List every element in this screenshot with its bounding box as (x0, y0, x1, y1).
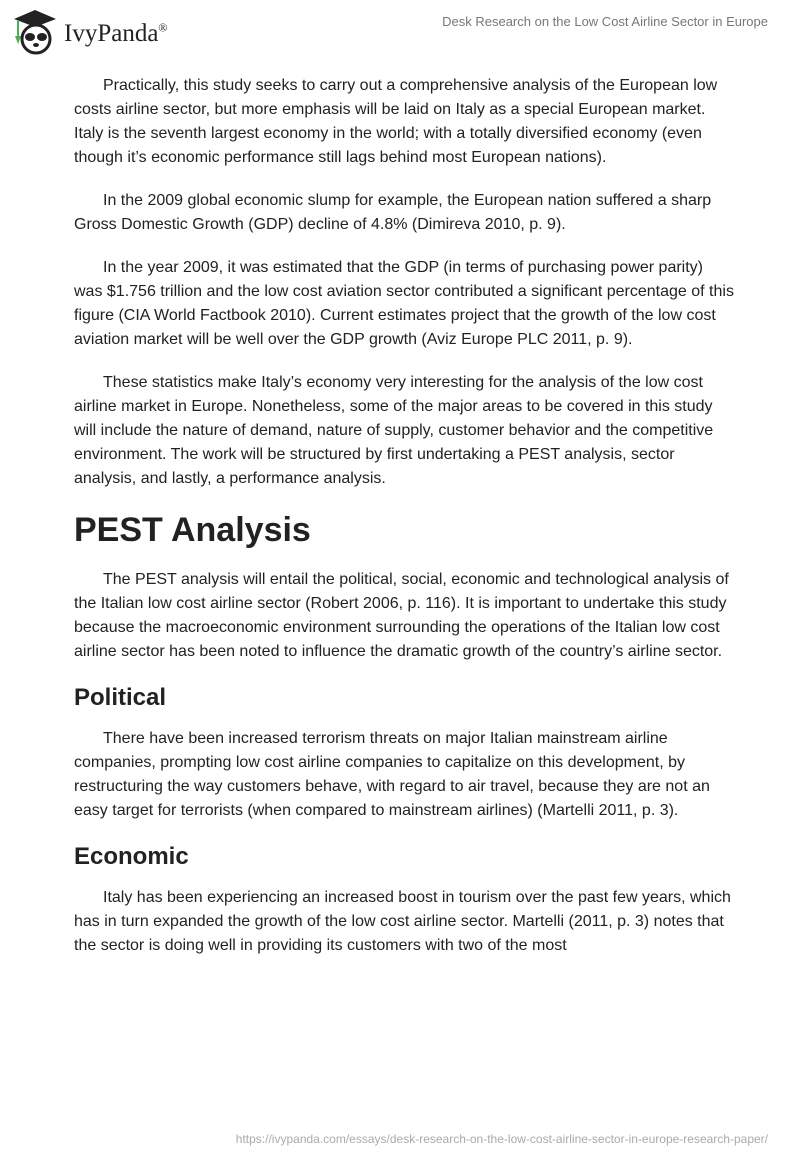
subsection-heading: Economic (74, 843, 189, 870)
article-body (74, 74, 734, 977)
paragraph: There have been increased terrorism threats on major Italian mainstream airline companies, prompting low cost airline companies to capitalize on this development, by restructuring the way customers behave, with regard to air travel, because they are not an easy target for terrorists (when compared to mainstream airlines) (Martelli 2011, p. 3). (74, 730, 710, 819)
paragraph: These statistics make Italy’s economy very interesting for the analysis of the low cost airline market in Europe. Nonetheless, some of the major areas to be covered in this study will include the nature of demand, nature of supply, customer behavior and the competitive environment. The work will be structured by first undertaking a PEST analysis, sector analysis, and lastly, a performance analysis. (74, 374, 714, 487)
paragraph: In the year 2009, it was estimated that the GDP (in terms of purchasing power parity) was $1.756 trillion and the low cost aviation sector contributed a significant percentage of this figure (CIA World Factbook 2010). Current estimates project that the growth of the low cost aviation market will be well over the GDP growth (Aviz Europe PLC 2011, p. 9). (74, 259, 734, 348)
panda-graduate-icon (12, 8, 58, 56)
subsection-heading: Political (74, 684, 167, 711)
paragraph: Practically, this study seeks to carry out a comprehensive analysis of the European low costs airline sector, but more emphasis will be laid on Italy as a special European market. Italy is the seventh largest economy in the world; with a totally diversified economy (even though it’s economic performance still lags behind most European nations). (74, 77, 718, 166)
ivypanda-logo[interactable] (12, 8, 168, 56)
source-url[interactable]: https://ivypanda.com/essays/desk-research-on-the-low-cost-airline-sector-in-europe-research-paper/ (235, 1132, 768, 1146)
brand-name: IvyPanda® (64, 20, 168, 47)
paragraph: In the 2009 global economic slump for example, the European nation suffered a sharp Gross Domestic Growth (GDP) decline of 4.8% (Dimireva 2010, p. 9). (74, 192, 712, 233)
paragraph: Italy has been experiencing an increased boost in tourism over the past few years, which has in turn expanded the growth of the low cost airline sector. Martelli (2011, p. 3) notes that the sector is doing well in providing its customers with two of the most (74, 889, 731, 954)
paragraph: The PEST analysis will entail the political, social, economic and technological analysis of the Italian low cost airline sector (Robert 2006, p. 116). It is important to undertake this study because the macroeconomic environment surrounding the operations of the Italian low cost airline sector has been noted to influence the dramatic growth of the country’s airline sector. (74, 571, 729, 660)
section-heading: PEST Analysis (74, 511, 311, 549)
document-title: Desk Research on the Low Cost Airline Sector in Europe (442, 14, 768, 29)
